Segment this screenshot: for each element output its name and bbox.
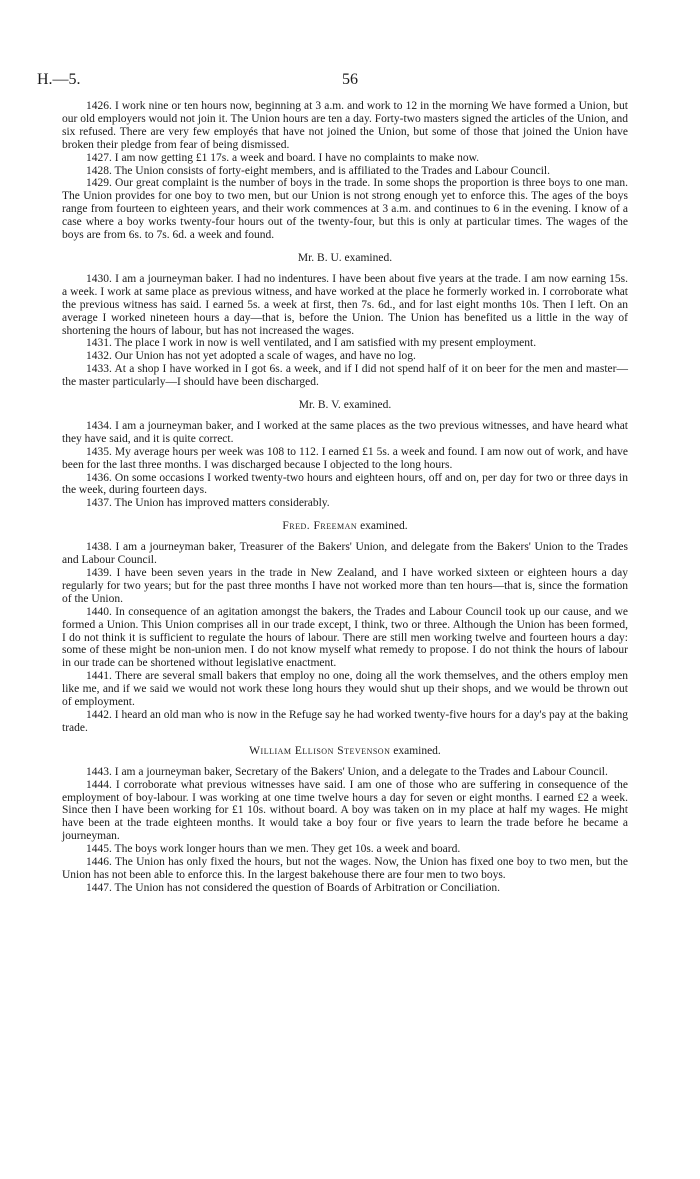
examined-label: examined. <box>341 251 393 264</box>
paragraph: 1430. I am a journeyman baker. I had no indentures. I have been about five years at the trade. I am now earning 15s. a week. I work at same place as previous witness, and have worked at the place he formerly worked in. I corroborate what the previous witness has said. I earned 5s. a week at first, then 7s. 6d., and for last eight months 10s. Then I left. On an average I worked nineteen hours a day—that is, before the Union. The Union has benefited us a little in the way of shortening the hours of labour, but has not increased the wages. <box>62 272 628 337</box>
paragraph: 1428. The Union consists of forty-eight members, and is affiliated to the Trades and Labour Council. <box>86 164 550 177</box>
paragraph: 1436. On some occasions I worked twenty-two hours and eighteen hours, off and on, per day for two or three days in the week, during fourteen days. <box>62 471 628 497</box>
testimony-section <box>62 399 628 510</box>
document-body <box>62 100 628 895</box>
witness-name: Fred. Freeman <box>282 520 358 533</box>
witness-name: William Ellison Stevenson <box>249 744 391 757</box>
paragraph: 1434. I am a journeyman baker, and I worked at the same places as the two previous witnesses, and have heard what they have said, and it is quite correct. <box>62 419 628 445</box>
witness-heading <box>62 520 628 533</box>
paragraph: 1446. The Union has only fixed the hours, but not the wages. Now, the Union has fixed one boy to two men, but the Union has not been able to enforce this. In the largest bakehouse there are four men to two boys. <box>62 856 628 881</box>
page-number: 56 <box>342 71 358 88</box>
paragraph: 1439. I have been seven years in the trade in New Zealand, and I have worked sixteen or eighteen hours a day regularly for two years; but for the past three months I have not worked more than ten hours—that is, since the formation of the Union. <box>62 567 628 605</box>
paragraph: 1431. The place I work in now is well ventilated, and I am satisfied with my present employment. <box>86 337 537 350</box>
witness-name: Mr. B. V. <box>298 399 341 412</box>
paragraph: 1433. At a shop I have worked in I got 6s. a week, and if I did not spend half of it on beer for the men and master—the master particularly—I should have been discharged. <box>62 363 628 389</box>
paragraph: 1432. Our Union has not yet adopted a scale of wages, and have no log. <box>86 350 416 363</box>
testimony-section <box>62 252 628 389</box>
examined-label: examined. <box>357 520 408 533</box>
witness-name: Mr. B. U. <box>297 251 342 264</box>
paragraph: 1443. I am a journeyman baker, Secretary of the Bakers' Union, and a delegate to the Trades and Labour Council. <box>86 765 608 778</box>
document-code: H.—5. <box>37 71 81 88</box>
paragraph: 1426. I work nine or ten hours now, beginning at 3 a.m. and work to 12 in the morning We have formed a Union, but our old employers would not join it. The Union hours are ten a day. Forty-two masters signed the articles of the Union, and six refused. There are very few employés that have not joined the Union, but some of those that joined the Union have broken their pledge from fear of being dismissed. <box>62 100 628 151</box>
testimony-section <box>62 100 628 242</box>
paragraph: 1447. The Union has not considered the question of Boards of Arbitration or Conciliation. <box>86 881 501 894</box>
examined-label: examined. <box>390 744 441 757</box>
paragraph: 1438. I am a journeyman baker, Treasurer of the Bakers' Union, and delegate from the Bakers' Union to the Trades and Labour Council. <box>62 541 628 567</box>
paragraph: 1435. My average hours per week was 108 to 112. I earned £1 5s. a week and found. I am now out of work, and have been for the last three months. I was discharged because I objected to the long hours. <box>62 445 628 471</box>
paragraph: 1445. The boys work longer hours than we men. They get 10s. a week and board. <box>86 843 461 856</box>
witness-heading <box>62 399 628 412</box>
witness-heading <box>62 252 628 265</box>
paragraph: 1442. I heard an old man who is now in the Refuge say he had worked twenty-five hours for a day's pay at the baking trade. <box>62 708 628 734</box>
testimony-section <box>62 745 628 895</box>
paragraph: 1441. There are several small bakers that employ no one, doing all the work themselves, and the others employ men like me, and if we said we would not work these long hours they would shut up their shops, and we would be thrown out of employment. <box>62 670 628 709</box>
testimony-section <box>62 520 628 735</box>
witness-heading <box>62 745 628 758</box>
paragraph: 1427. I am now getting £1 17s. a week and board. I have no complaints to make now. <box>86 151 480 164</box>
examined-label: examined. <box>340 399 392 412</box>
paragraph: 1437. The Union has improved matters considerably. <box>86 497 330 510</box>
paragraph: 1440. In consequence of an agitation amongst the bakers, the Trades and Labour Council took up our cause, and we formed a Union. This Union comprises all in our trade except, I think, two or three. Although the Union has been formed, I do not think it is sufficient to regulate the hours of labour. There are still men working twelve and fourteen hours a day: some of these might be non-union men. I do not know myself what remedy to propose. I do not think the hours of labour in our trade can be shortened without legislative enactment. <box>62 605 628 670</box>
paragraph: 1444. I corroborate what previous witnesses have said. I am one of those who are suffering in consequence of the employment of boy-labour. I was working at one time twelve hours a day for seven or eight months. I earned £2 a week. Since then I have been working for £1 10s. without board. A boy was taken on in my place at half my wages. He might have been at the trade eighteen months. It would take a boy four or five years to learn the trade before he became a journeyman. <box>62 778 628 843</box>
paragraph: 1429. Our great complaint is the number of boys in the trade. In some shops the proportion is three boys to one man. The Union provides for one boy to two men, but our Union is not strong enough yet to enforce this. The ages of the boys range from fourteen to eighteen years, and their work commences at 3 a.m. and continues to 6 in the evening. I know of a case where a boy works twenty-four hours out of the twenty-four, but this is only at particular times. The wages of the boys are from 6s. to 7s. 6d. a week and found. <box>62 177 628 242</box>
